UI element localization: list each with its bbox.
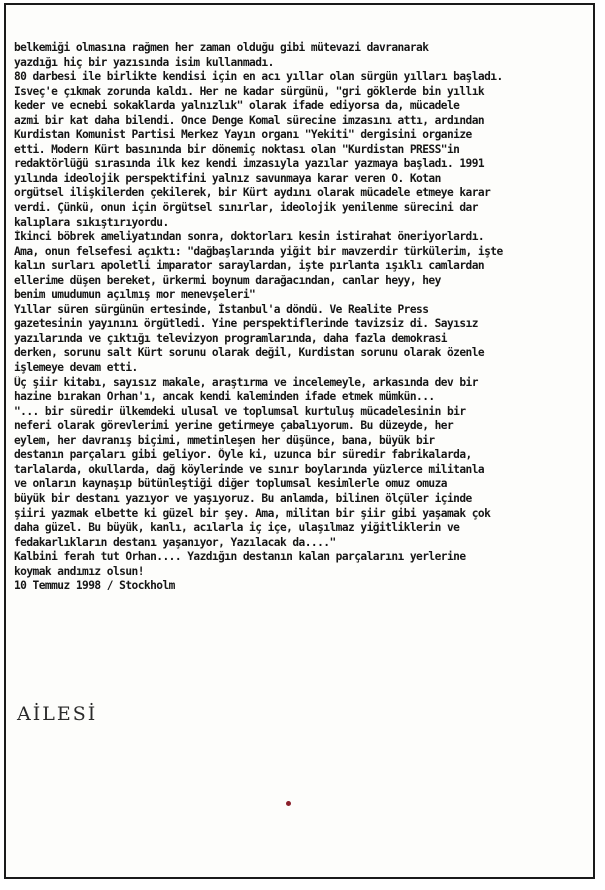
text-line: Kalbini ferah tut Orhan.... Yazdığın destanın kalan parçalarını yerlerine <box>14 550 466 564</box>
text-line: "... bir süredir ülkemdeki ulusal ve toplumsal kurtuluş mücadelesinin bir <box>14 404 466 418</box>
text-line: fedakarlıkların destanı yaşanıyor, Yazılacak da...." <box>14 535 336 549</box>
text-line: 80 darbesi ile birlikte kendisi için en acı yıllar olan sürgün yılları başladı. <box>14 70 503 84</box>
text-line: keder ve ecnebi sokaklarda yalnızlık" olarak ifade ediyorsa da, mücadele <box>14 99 460 113</box>
text-line: kalıplara sıkıştırıyordu. <box>14 215 169 229</box>
text-line: Isveç'e çıkmak zorunda kaldı. Her ne kadar sürgünü, "gri göklerde bin yıllık <box>14 84 485 98</box>
text-line: Üç şiir kitabı, sayısız makale, araştırma ve incelemeyle, arkasında dev bir <box>14 375 478 389</box>
text-line: redaktörlüğü sırasında ilk kez kendi imzasıyla yazılar yazmaya başladı. 1991 <box>14 157 485 171</box>
text-line: eylem, her davranış biçimi, mmetinleşen her düşünce, bana, büyük bir <box>14 433 435 447</box>
ink-dot <box>286 801 291 806</box>
text-line: azmi bir kat daha bilendi. Once Denge Komal sürecine imzasını attı, ardından <box>14 113 485 127</box>
text-line: büyük bir destanı yazıyor ve yaşıyoruz. Bu anlamda, bilinen ölçüler içinde <box>14 491 472 505</box>
text-line: Yıllar süren sürgünün ertesinde, İstanbul'a döndü. Ve Realite Press <box>14 302 429 316</box>
text-line: derken, sorunu salt Kürt sorunu olarak değil, Kurdistan sorunu olarak özenle <box>14 346 485 360</box>
letter-body <box>14 41 580 594</box>
text-line: şiiri yazmak elbette ki güzel bir şey. Ama, militan bir şiir gibi yaşamak çok <box>14 506 491 520</box>
text-line: gazetesinin yayınını örgütledi. Yine perspektiflerinde tavizsiz di. Sayısız <box>14 317 478 331</box>
text-line: tarlalarda, okullarda, dağ köylerinde ve sınır boylarında yüzlerce militanla <box>14 462 485 476</box>
text-line: etti. Modern Kürt basınında bir dönemiç noktası olan "Kurdistan PRESS"in <box>14 142 460 156</box>
signature: AİLESİ <box>17 703 98 725</box>
text-line: belkemiği olmasına rağmen her zaman olduğu gibi mütevazi davranarak <box>14 41 429 54</box>
text-line: daha güzel. Bu büyük, kanlı, acılarla iç içe, ulaşılmaz yiğitliklerin ve <box>14 521 460 535</box>
text-line: destanın parçaları gibi geliyor. Öyle ki, uzunca bir süredir fabrikalarda, <box>14 448 472 462</box>
text-line: yazdığı hiç bir yazısında isim kullanmadı. <box>14 55 274 69</box>
text-line: ellerime düşen bereket, ürkermi boynum darağacından, canlar heyy, hey <box>14 273 441 287</box>
text-line: hazine bırakan Orhan'ı, ancak kendi kaleminden ifade etmek mümkün... <box>14 390 435 404</box>
text-line: Kurdistan Komunist Partisi Merkez Yayın organı "Yekiti" dergisini organize <box>14 128 472 142</box>
text-line: işlemeye devam etti. <box>14 361 138 375</box>
text-line: kalın surları apoletli imparator saraylardan, işte pırlanta ışıklı camlardan <box>14 259 485 273</box>
text-line: ve onların kaynaşıp bütünleştiği diğer toplumsal kesimlerle omuz omuza <box>14 477 447 491</box>
text-line: orgütsel ilişkilerden çekilerek, bir Kürt aydını olarak mücadele etmeye karar <box>14 186 491 200</box>
text-line: koymak andımız olsun! <box>14 564 144 578</box>
text-line: Ama, onun felsefesi açıktı: "dağbaşlarında yiğit bir mavzerdir türkülerim, işte <box>14 244 503 258</box>
text-line: verdi. Çünkü, onun için örgütsel sınırlar, ideolojik yenilenme sürecini dar <box>14 201 478 215</box>
text-line: neferi olarak görevlerimi yerine getirmeye çabalıyorum. Bu düzeyde, her <box>14 419 454 433</box>
date-line: 10 Temmuz 1998 / Stockholm <box>14 579 175 593</box>
text-line: İkinci böbrek ameliyatından sonra, doktorları kesin istirahat öneriyorlardı. <box>14 230 485 244</box>
text-line: yazılarında ve çıktığı televizyon programlarında, daha fazla demokrasi <box>14 331 447 345</box>
text-line: benim umudumun açılmış mor menevşeleri" <box>14 288 256 302</box>
text-line: yılında ideolojik perspektifini yalnız savunmaya karar veren O. Kotan <box>14 171 441 185</box>
